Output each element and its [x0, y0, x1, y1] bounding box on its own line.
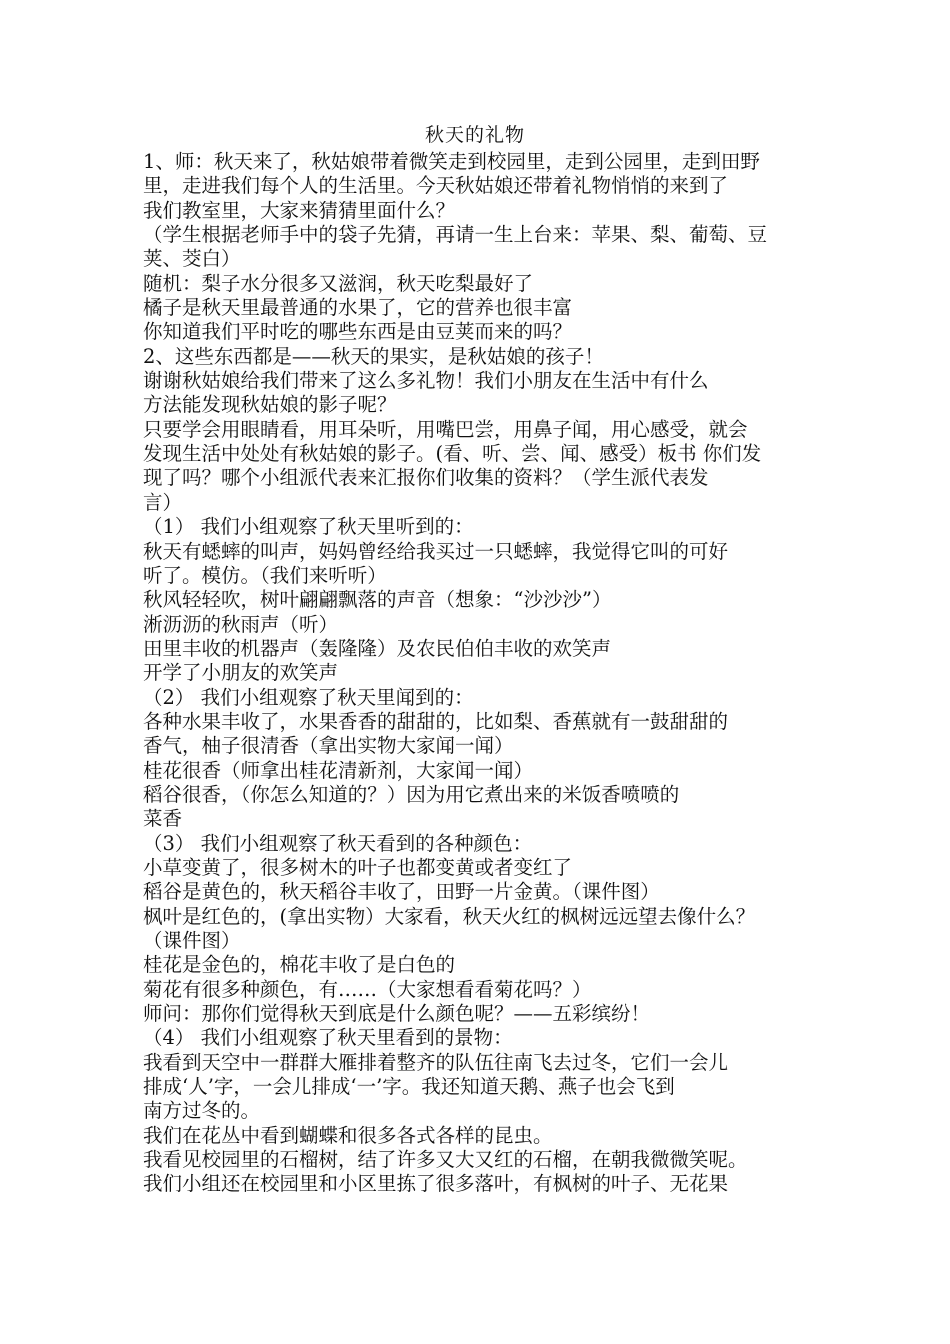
text-line: 1、师：秋天来了，秋姑娘带着微笑走到校园里，走到公园里，走到田野: [143, 150, 760, 173]
text-line: 稻谷是黄色的，秋天稻谷丰收了，田野一片金黄。（课件图）: [143, 880, 660, 904]
text-line: 听了。模仿。（我们来听听）: [143, 563, 387, 587]
text-line: 香气，柚子很清香（拿出实物大家闻一闻）: [143, 734, 514, 758]
text-line: （4） 我们小组观察了秋天里看到的景物：: [143, 1026, 513, 1050]
text-line: 随机：梨子水分很多又滋润，秋天吃梨最好了: [143, 271, 534, 295]
text-line: （学生根据老师手中的袋子先猜，再请一生上台来：苹果、梨、葡萄、豆: [143, 223, 768, 247]
text-line: 我们教室里，大家来猜猜里面什么？: [143, 198, 456, 222]
text-line: 你知道我们平时吃的哪些东西是由豆荚而来的吗？: [143, 320, 573, 344]
text-line: （3） 我们小组观察了秋天看到的各种颜色：: [143, 831, 533, 855]
text-line: 发现生活中处处有秋姑娘的影子。(看、听、尝、闻、感受）板书 你们发: [143, 442, 762, 466]
text-line: 荚、茭白）: [143, 247, 241, 271]
text-line: 2、这些东西都是——秋天的果实，是秋姑娘的孩子！: [143, 344, 604, 368]
text-line: 我看到天空中一群群大雁排着整齐的队伍往南飞去过冬，它们一会儿: [143, 1050, 729, 1074]
text-line: （1） 我们小组观察了秋天里听到的：: [143, 515, 474, 539]
text-line: 只要学会用眼睛看，用耳朵听，用嘴巴尝，用鼻子闻，用心感受，就会: [143, 417, 748, 441]
text-line: 淅沥沥的秋雨声（听）: [143, 612, 339, 636]
text-line: 桂花很香（师拿出桂花清新剂，大家闻一闻）: [143, 758, 534, 782]
text-line: 各种水果丰收了，水果香香的甜甜的，比如梨、香蕉就有一鼓甜甜的: [143, 709, 729, 733]
text-line: 方法能发现秋姑娘的影子呢？: [143, 393, 397, 417]
text-line: 开学了小朋友的欢笑声: [143, 661, 339, 685]
text-line: 小草变黄了，很多树木的叶子也都变黄或者变红了: [143, 855, 573, 879]
text-line: 枫叶是红色的，(拿出实物）大家看，秋天火红的枫树远远望去像什么？: [143, 904, 756, 928]
text-line: 我看见校园里的石榴树，结了许多又大又红的石榴，在朝我微微笑呢。: [143, 1148, 748, 1172]
text-line: 秋天有蟋蟀的叫声，妈妈曾经给我买过一只蟋蟀，我觉得它叫的可好: [143, 539, 729, 563]
text-line: 我们小组还在校园里和小区里拣了很多落叶，有枫树的叶子、无花果: [143, 1172, 729, 1196]
text-line: 南方过冬的。: [143, 1099, 261, 1123]
text-line: 菊花有很多种颜色，有……（大家想看看菊花吗？）: [143, 977, 592, 1001]
text-line: 师问：那你们觉得秋天到底是什么颜色呢？——五彩缤纷！: [143, 1002, 651, 1026]
text-line: 现了吗？哪个小组派代表来汇报你们收集的资料？（学生派代表发: [143, 466, 709, 490]
text-line: 里，走进我们每个人的生活里。今天秋姑娘还带着礼物悄悄的来到了: [143, 174, 729, 198]
text-line: 田里丰收的机器声（轰隆隆）及农民伯伯丰收的欢笑声: [143, 636, 612, 660]
text-line: （课件图）: [143, 929, 241, 952]
text-line: 谢谢秋姑娘给我们带来了这么多礼物！我们小朋友在生活中有什么: [143, 369, 709, 393]
text-line: 菜香: [143, 807, 183, 831]
document-body: [143, 150, 838, 1197]
text-line: 秋风轻轻吹，树叶翩翩飘落的声音（想象：“沙沙沙”）: [143, 588, 612, 612]
text-line: 言）: [143, 490, 183, 514]
text-line: 排成‘人’字，一会儿排成‘一’字。我还知道天鹅、燕子也会飞到: [143, 1075, 675, 1099]
document-title: 秋天的礼物: [424, 124, 525, 146]
text-line: 我们在花丛中看到蝴蝶和很多各式各样的昆虫。: [143, 1123, 553, 1147]
text-line: （2） 我们小组观察了秋天里闻到的：: [143, 685, 474, 709]
text-line: 橘子是秋天里最普通的水果了，它的营养也很丰富: [143, 296, 573, 320]
text-line: 稻谷很香，（你怎么知道的？）因为用它煮出来的米饭香喷喷的: [143, 782, 680, 806]
text-line: 桂花是金色的，棉花丰收了是白色的: [143, 953, 456, 977]
